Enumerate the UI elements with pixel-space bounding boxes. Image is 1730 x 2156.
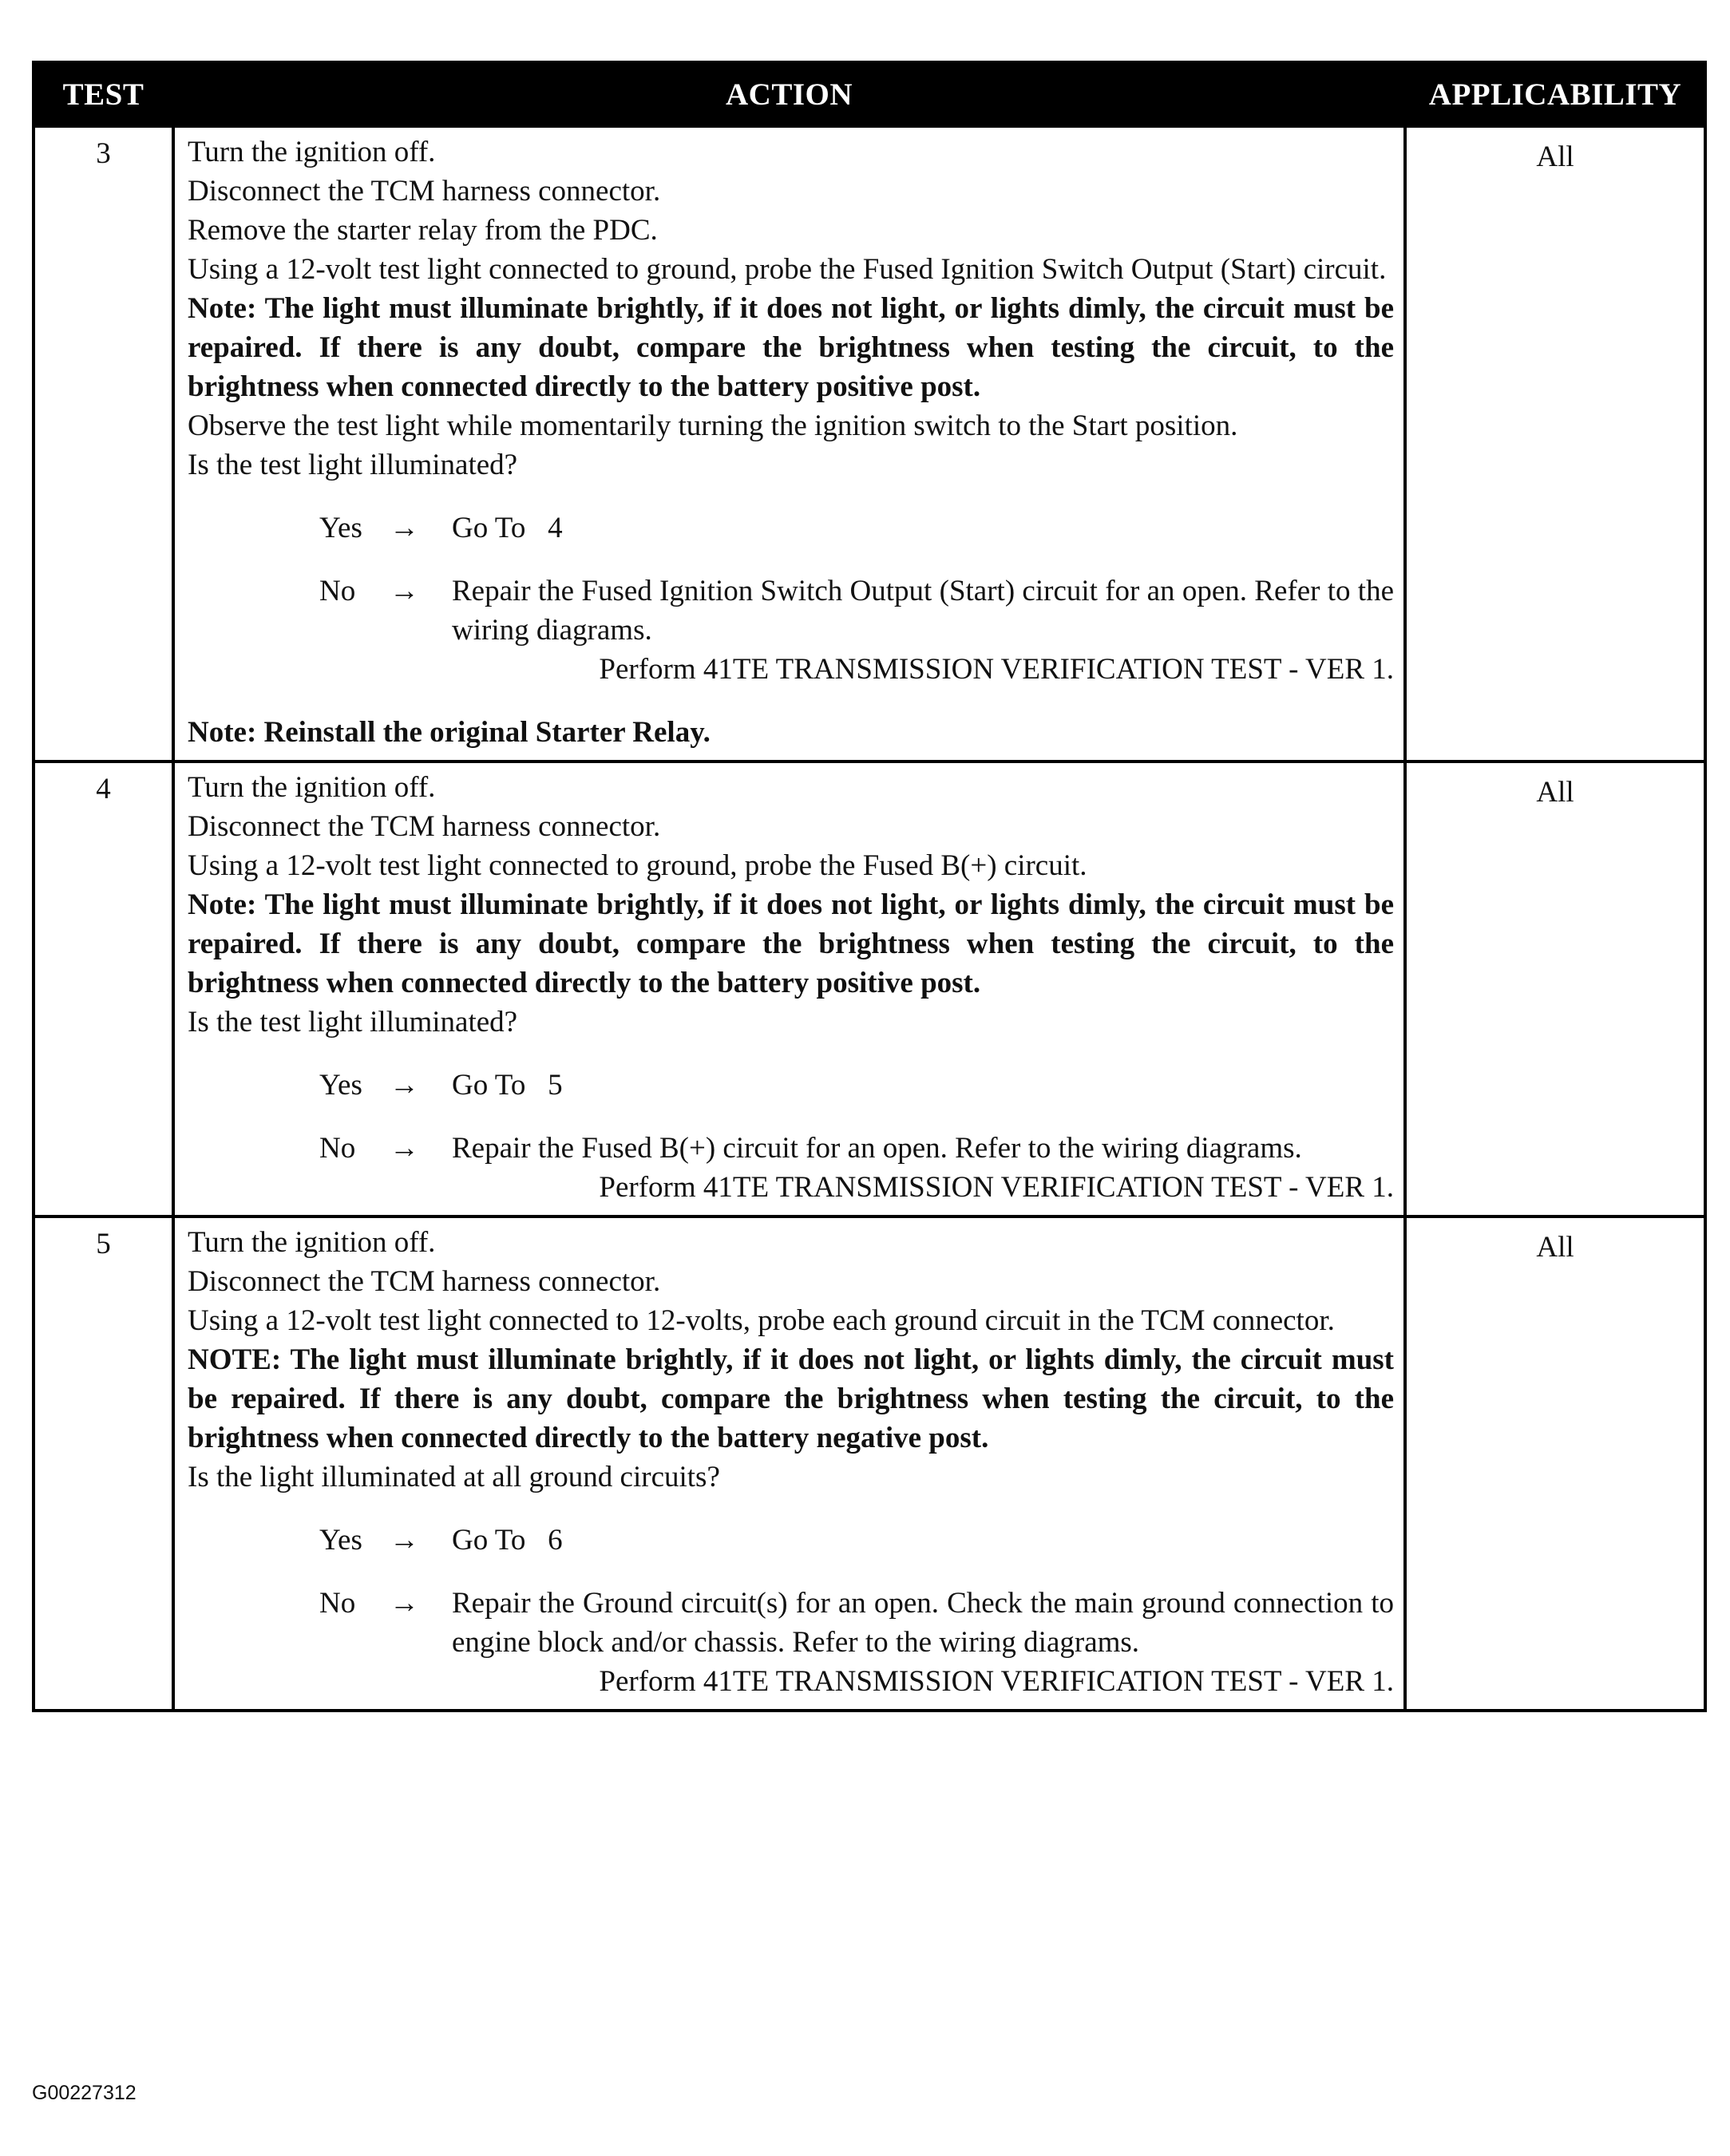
arrow-right-icon: → — [390, 512, 419, 544]
table-row-test-5 — [34, 1216, 1705, 1711]
arrow-right-icon: → — [390, 1132, 419, 1165]
test-number: 3 — [34, 126, 173, 762]
yes-branch — [319, 508, 1394, 548]
no-label: No — [319, 575, 356, 607]
diagnostic-test-table — [32, 61, 1707, 1712]
action-step: Observe the test light while momentarily turning the ignition switch to the Start position. — [188, 409, 1238, 442]
yes-label: Yes — [319, 1524, 362, 1557]
applicability-value: All — [1405, 1216, 1705, 1711]
header-action: ACTION — [173, 62, 1405, 126]
caution-note: NOTE: The light must illuminate brightly, if it does not light, or lights dimly, the circuit must be repaired. If there is any doubt, compare the brightness when testing the circuit, to the brightness when connected directly to the battery negative post. — [188, 1343, 1394, 1454]
yes-branch — [319, 1521, 1394, 1560]
action-step: Turn the ignition off. — [188, 1226, 436, 1259]
table-row-test-3 — [34, 126, 1705, 762]
goto-text: Go To 4 — [452, 512, 563, 544]
no-branch — [319, 1584, 1394, 1701]
action-step: Turn the ignition off. — [188, 136, 436, 168]
header-applicability: APPLICABILITY — [1405, 62, 1705, 126]
table-row-test-4 — [34, 762, 1705, 1216]
action-step: Using a 12-volt test light connected to 12-volts, probe each ground circuit in the TCM connector. — [188, 1304, 1335, 1337]
question: Is the light illuminated at all ground circuits? — [188, 1461, 720, 1493]
yes-label: Yes — [319, 1069, 362, 1102]
caution-note: Note: The light must illuminate brightly, if it does not light, or lights dimly, the circuit must be repaired. If there is any doubt, compare the brightness when testing the circuit, to the brightness when connected directly to the battery positive post. — [188, 292, 1394, 403]
yes-branch — [319, 1066, 1394, 1105]
arrow-right-icon: → — [390, 1069, 419, 1102]
applicability-value: All — [1405, 126, 1705, 762]
header-test: TEST — [34, 62, 173, 126]
repair-text: Repair the Fused Ignition Switch Output (Start) circuit for an open. Refer to the wiring diagrams. — [452, 575, 1394, 647]
action-step: Remove the starter relay from the PDC. — [188, 214, 658, 247]
no-label: No — [319, 1132, 356, 1165]
action-cell — [173, 126, 1405, 762]
question: Is the test light illuminated? — [188, 1006, 518, 1038]
figure-id: G00227312 — [32, 2082, 137, 2104]
arrow-right-icon: → — [390, 575, 419, 607]
diagnostic-page — [32, 61, 1704, 1712]
action-step: Disconnect the TCM harness connector. — [188, 175, 661, 208]
final-note: Note: Reinstall the original Starter Relay. — [188, 716, 711, 749]
action-step: Using a 12-volt test light connected to ground, probe the Fused B(+) circuit. — [188, 849, 1087, 882]
yes-label: Yes — [319, 512, 362, 544]
caution-note: Note: The light must illuminate brightly, if it does not light, or lights dimly, the circuit must be repaired. If there is any doubt, compare the brightness when testing the circuit, to the brightness when connected directly to the battery positive post. — [188, 888, 1394, 999]
no-branch — [319, 1129, 1394, 1207]
action-step: Disconnect the TCM harness connector. — [188, 1265, 661, 1298]
question: Is the test light illuminated? — [188, 449, 518, 481]
verification-test-text: Perform 41TE TRANSMISSION VERIFICATION TEST - VER 1. — [599, 1171, 1394, 1204]
no-branch — [319, 572, 1394, 689]
repair-instructions — [452, 1129, 1394, 1207]
repair-text: Repair the Ground circuit(s) for an open. Check the main ground connection to engine block and/or chassis. Refer to the wiring diagrams. — [452, 1587, 1394, 1659]
goto-text: Go To 5 — [452, 1069, 563, 1102]
repair-instructions — [452, 572, 1394, 689]
action-step: Using a 12-volt test light connected to ground, probe the Fused Ignition Switch Output (Start) circuit. — [188, 253, 1387, 286]
verification-test-text: Perform 41TE TRANSMISSION VERIFICATION TEST - VER 1. — [599, 1665, 1394, 1698]
applicability-value: All — [1405, 762, 1705, 1216]
repair-text: Repair the Fused B(+) circuit for an open. Refer to the wiring diagrams. — [452, 1132, 1302, 1165]
table-header-row — [34, 62, 1705, 126]
action-cell — [173, 762, 1405, 1216]
goto-text: Go To 6 — [452, 1524, 563, 1557]
test-number: 5 — [34, 1216, 173, 1711]
repair-instructions — [452, 1584, 1394, 1701]
action-step: Turn the ignition off. — [188, 771, 436, 804]
no-label: No — [319, 1587, 356, 1620]
arrow-right-icon: → — [390, 1524, 419, 1557]
verification-test-text: Perform 41TE TRANSMISSION VERIFICATION TEST - VER 1. — [599, 653, 1394, 686]
action-cell — [173, 1216, 1405, 1711]
action-step: Disconnect the TCM harness connector. — [188, 810, 661, 843]
test-number: 4 — [34, 762, 173, 1216]
arrow-right-icon: → — [390, 1587, 419, 1620]
